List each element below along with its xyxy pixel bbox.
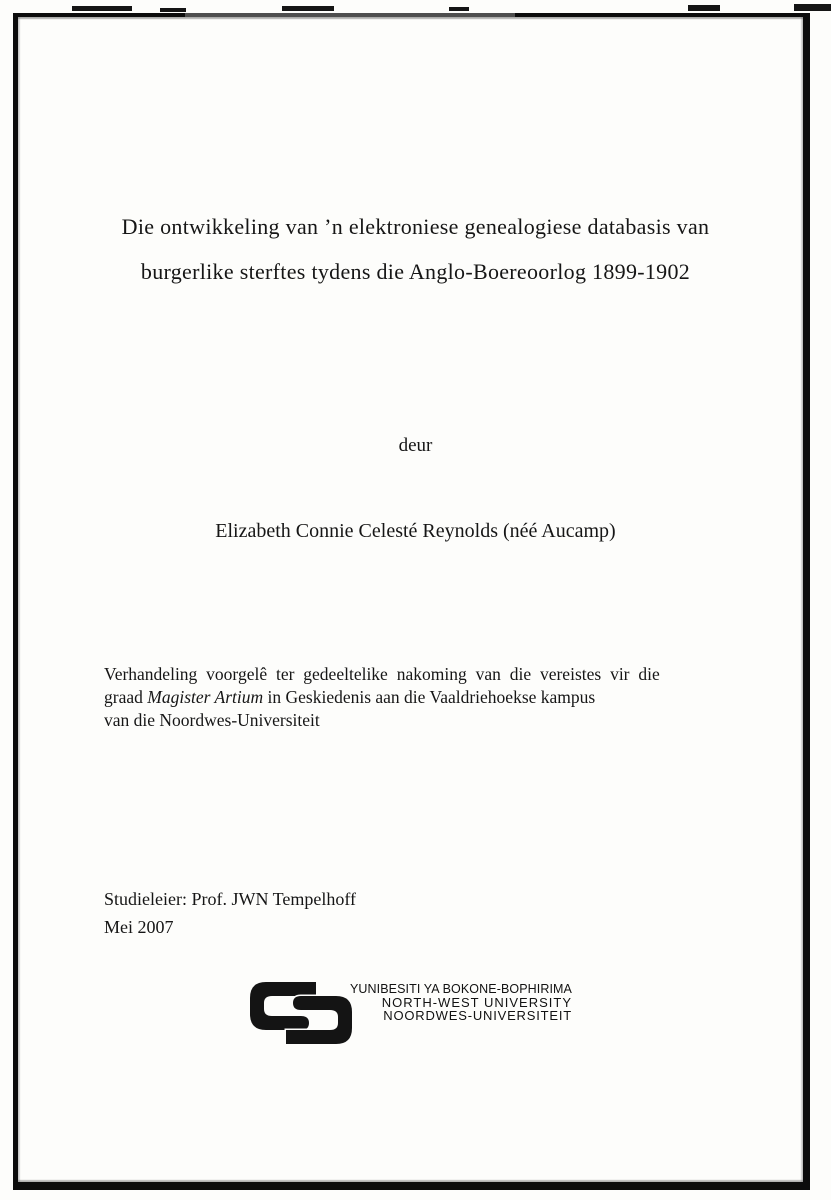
statement-line2-prefix: graad	[104, 687, 148, 707]
scan-artifact	[160, 8, 186, 12]
supervisor-block	[104, 885, 356, 941]
byline: deur	[398, 435, 433, 456]
nwu-logo-text	[318, 983, 572, 1022]
scan-artifact	[794, 4, 831, 11]
degree-statement-line-3: van die Noordwes-Universiteit	[104, 710, 320, 730]
statement-degree-name: Magister Artium	[147, 687, 264, 707]
degree-statement-line-2	[104, 686, 730, 709]
logo-text-english: NORTH-WEST UNIVERSITY	[381, 995, 572, 1010]
date-line: Mei 2007	[104, 917, 174, 937]
author-name: Elizabeth Connie Celesté Reynolds (néé Aucamp)	[215, 520, 616, 542]
logo-text-setswana: YUNIBESITI YA BOKONE-BOPHIRIMA	[349, 982, 572, 996]
statement-line2-suffix: in Geskiedenis aan die Vaaldriehoekse kampus	[263, 687, 596, 707]
scan-artifact	[185, 13, 515, 17]
degree-statement	[104, 663, 730, 732]
supervisor-line: Studieleier: Prof. JWN Tempelhoff	[104, 889, 357, 909]
scan-artifact	[72, 6, 132, 11]
scan-artifact	[449, 7, 469, 11]
degree-statement-line-1: Verhandeling voorgelê ter gedeeltelike nakoming van die vereistes vir die	[104, 664, 660, 684]
scan-artifact	[688, 5, 720, 11]
page-title-line-1: Die ontwikkeling van ’n elektroniese genealogiese databasis van	[121, 214, 710, 239]
page-title-line-2: burgerlike sterftes tydens die Anglo-Boereoorlog 1899-1902	[140, 259, 691, 284]
logo-text-afrikaans: NOORDWES-UNIVERSITEIT	[383, 1008, 572, 1023]
scan-artifact	[282, 6, 334, 11]
